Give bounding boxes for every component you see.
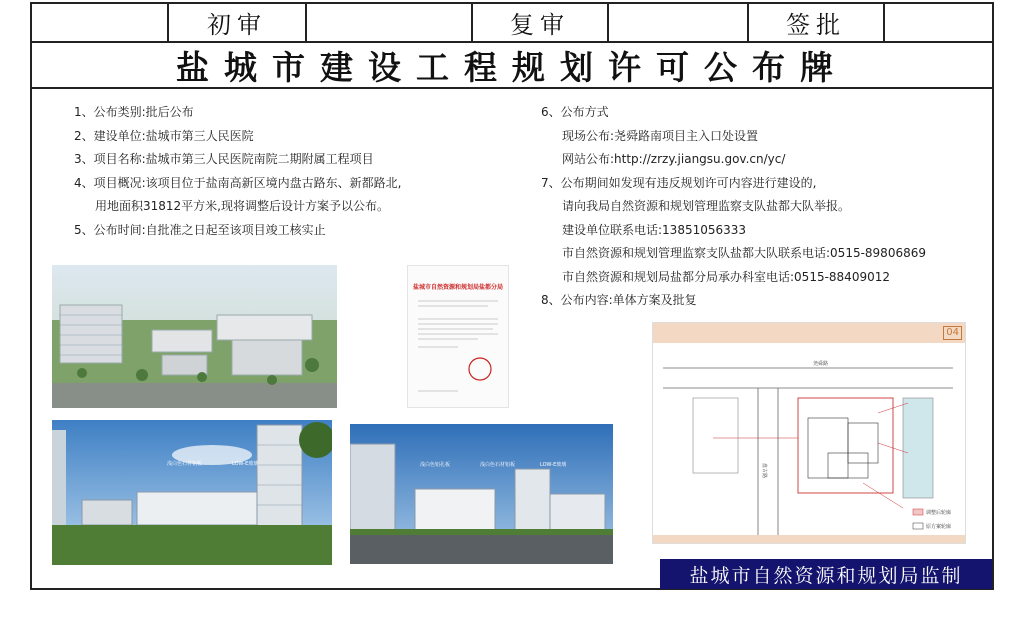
plan-footer-bar (653, 535, 965, 543)
plan-page-number: 04 (943, 326, 962, 340)
street-rendering-right-image (350, 424, 613, 564)
info-item-content: 8、公布内容:单体方案及批复 (541, 293, 697, 307)
info-item-project-name: 3、项目名称:盐城市第三人民医院南院二期附属工程项目 (74, 152, 374, 166)
rendering-label-lowe-glass-left: LOW-E玻璃 (232, 461, 259, 467)
second-review-signature-cell (609, 4, 749, 41)
info-item-builder: 2、建设单位:盐城市第三人民医院 (74, 128, 254, 143)
first-review-signature-cell (307, 4, 473, 41)
plan-legend-original: 原方案轮廓 (926, 524, 952, 530)
aerial-rendering-image (52, 265, 337, 408)
supervisor-banner (660, 559, 992, 589)
title-row (32, 43, 992, 89)
plan-road-label-left: 盘古路 (761, 463, 767, 479)
info-item-website: 网站公布:http://zrzy.jiangsu.gov.cn/yc/ (562, 152, 786, 166)
right-info-list (541, 101, 926, 313)
approval-document-image (407, 265, 509, 408)
plan-road-label-top: 尧舜路 (813, 361, 829, 367)
info-item-overview: 4、项目概况:该项目位于盐南高新区境内盘古路东、新都路北, (74, 175, 402, 190)
sign-off-label: 签批 (749, 4, 885, 41)
approval-row (32, 4, 992, 43)
info-item-builder-phone: 建设单位联系电话:13851056333 (562, 222, 747, 237)
street-rendering-left-image (52, 420, 332, 565)
plan-header-bar (653, 323, 965, 343)
rendering-label-perforated-panel: 浅白色铝孔板 (420, 462, 451, 468)
legend-swatch-original (913, 523, 923, 529)
info-item-overview-cont: 用地面积31812平方米,现将调整后设计方案予以公布。 (95, 199, 389, 213)
site-plan-drawing (652, 322, 966, 544)
info-item-method: 6、公布方式 (541, 105, 609, 119)
rendering-label-stone-panel-right: 浅白色石材铝板 (480, 462, 516, 468)
plan-legend-adjusted: 调整后轮廓 (926, 510, 952, 516)
board-title: 盐城市建设工程规划许可公布牌 (176, 47, 848, 87)
document-body-lines (408, 291, 508, 401)
approval-blank-cell (32, 4, 169, 41)
legend-swatch-adjusted (913, 509, 923, 515)
info-item-report: 7、公布期间如发现有违反规划许可内容进行建设的, (541, 175, 817, 190)
rendering-label-stone-panel-left: 浅白色石材铝板 (167, 461, 203, 467)
info-item-category: 1、公布类别:批后公布 (74, 105, 194, 119)
second-review-label: 复审 (473, 4, 609, 41)
info-item-site-notice: 现场公布:尧舜路南项目主入口处设置 (562, 128, 759, 143)
info-item-period: 5、公布时间:自批准之日起至该项目竣工核实止 (74, 222, 326, 237)
first-review-label: 初审 (169, 4, 307, 41)
info-item-inspection-phone: 市自然资源和规划管理监察支队盐都大队联系电话:0515-89806869 (562, 246, 926, 260)
left-info-list (74, 101, 402, 242)
supervisor-banner-text: 盐城市自然资源和规划局监制 (689, 564, 963, 587)
plan-diagram (653, 343, 965, 543)
red-seal-icon (469, 358, 491, 380)
info-item-branch-phone: 市自然资源和规划局盐都分局承办科室电话:0515-88409012 (562, 269, 890, 284)
rendering-label-lowe-glass-right: LOW-E玻璃 (540, 462, 567, 468)
document-header: 盐城市自然资源和规划局盐都分局 (412, 284, 503, 291)
info-item-report-cont: 请向我局自然资源和规划管理监察支队盐都大队举报。 (562, 199, 851, 213)
sign-off-signature-cell (885, 4, 992, 41)
